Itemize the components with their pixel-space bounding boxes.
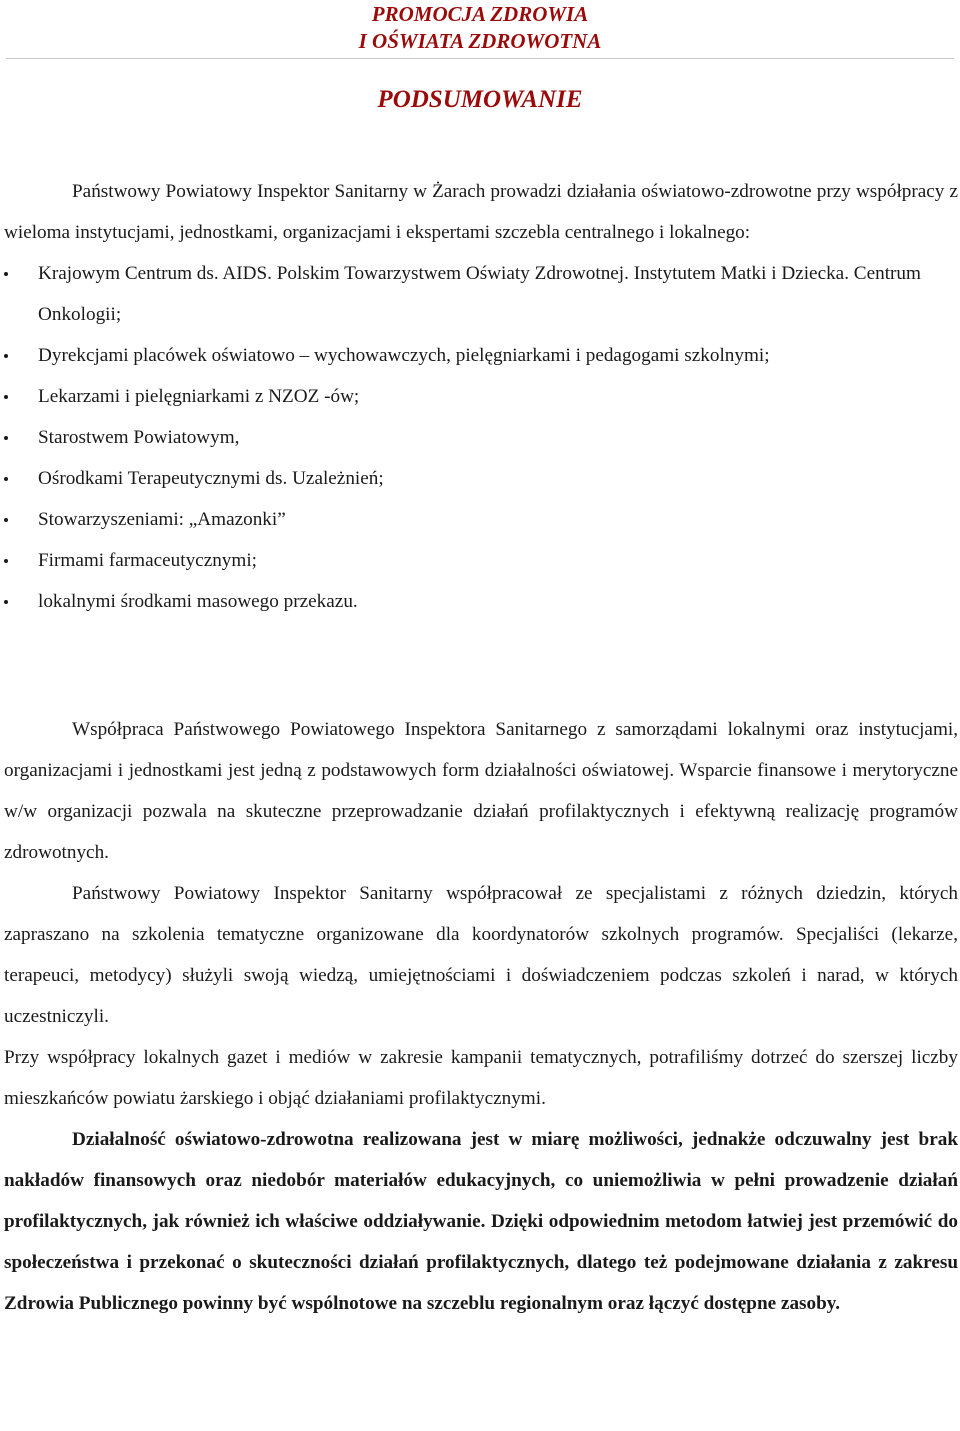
bullet-icon — [4, 600, 8, 604]
list-item-text: Dyrekcjami placówek oświatowo – wychowawczych, pielęgniarkami i pedagogami szkolnymi; — [38, 345, 770, 366]
bullet-icon — [4, 436, 8, 440]
list-item — [4, 376, 958, 417]
list-item-text: Krajowym Centrum ds. AIDS. Polskim Towarzystwem Oświaty Zdrowotnej. Instytutem Matki i Dziecka. Centrum Onkologii; — [38, 263, 921, 325]
media-paragraph: Przy współpracy lokalnych gazet i mediów w zakresie kampanii tematycznych, potrafiliśmy dotrzeć do szerszej liczby mieszkańców powiatu żarskiego i objąć działaniami profilaktycznymi. — [4, 1047, 958, 1109]
list-item — [4, 499, 958, 540]
list-item — [4, 458, 958, 499]
bullet-icon — [4, 518, 8, 522]
partners-list — [4, 253, 958, 622]
document-header — [0, 0, 960, 55]
intro-section — [4, 171, 958, 622]
list-item — [4, 253, 958, 335]
list-item-text: Firmami farmaceutycznymi; — [38, 550, 257, 571]
bullet-icon — [4, 559, 8, 563]
summary-section — [4, 709, 958, 1324]
header-line-1: PROMOCJA ZDROWIA — [371, 2, 589, 26]
header-divider — [6, 58, 954, 59]
list-item — [4, 335, 958, 376]
list-item — [4, 417, 958, 458]
intro-paragraph: Państwowy Powiatowy Inspektor Sanitarny w Żarach prowadzi działania oświatowo-zdrowotne przy współpracy z wieloma instytucjami, jednostkami, organizacjami i ekspertami szczebla centralnego i lokalnego: — [4, 181, 958, 243]
bullet-icon — [4, 354, 8, 358]
bullet-icon — [4, 272, 8, 276]
list-item — [4, 540, 958, 581]
bullet-icon — [4, 477, 8, 481]
list-item-text: Ośrodkami Terapeutycznymi ds. Uzależnień; — [38, 468, 384, 489]
specialists-paragraph: Państwowy Powiatowy Inspektor Sanitarny współpracował ze specjalistami z różnych dziedzin, których zapraszano na szkolenia tematyczne organizowane dla koordynatorów szkolnych programów. Specjaliści (lekarze, terapeuci, metodycy) służyli swoją wiedzą, umiejętnościami i doświadczeniem podczas szkoleń i narad, w których uczestniczyli. — [4, 883, 958, 1027]
list-item-text: Starostwem Powiatowym, — [38, 427, 240, 448]
page-title: PODSUMOWANIE — [377, 86, 583, 113]
header-line-2: I OŚWIATA ZDROWOTNA — [358, 29, 602, 53]
bullet-icon — [4, 395, 8, 399]
list-item-text: Stowarzyszeniami: „Amazonki” — [38, 509, 286, 530]
list-item — [4, 581, 958, 622]
cooperation-paragraph: Współpraca Państwowego Powiatowego Inspektora Sanitarnego z samorządami lokalnymi oraz instytucjami, organizacjami i jednostkami jest jedną z podstawowych form działalności oświatowej. Wsparcie finansowe i merytoryczne w/w organizacji pozwala na skuteczne przeprowadzanie działań profilaktycznych i efektywną realizację programów zdrowotnych. — [4, 719, 958, 863]
list-item-text: Lekarzami i pielęgniarkami z NZOZ -ów; — [38, 386, 360, 407]
list-item-text: lokalnymi środkami masowego przekazu. — [38, 591, 358, 612]
conclusion-paragraph: Działalność oświatowo-zdrowotna realizowana jest w miarę możliwości, jednakże odczuwalny jest brak nakładów finansowych oraz niedobór materiałów edukacyjnych, co uniemożliwia w pełni prowadzenie działań profilaktycznych, jak również ich właściwe oddziaływanie. Dzięki odpowiednim metodom łatwiej jest przemówić do społeczeństwa i przekonać o skuteczności działań profilaktycznych, dlatego też podejmowane działania z zakresu Zdrowia Publicznego powinny być wspólnotowe na szczeblu regionalnym oraz łączyć dostępne zasoby. — [4, 1129, 958, 1314]
